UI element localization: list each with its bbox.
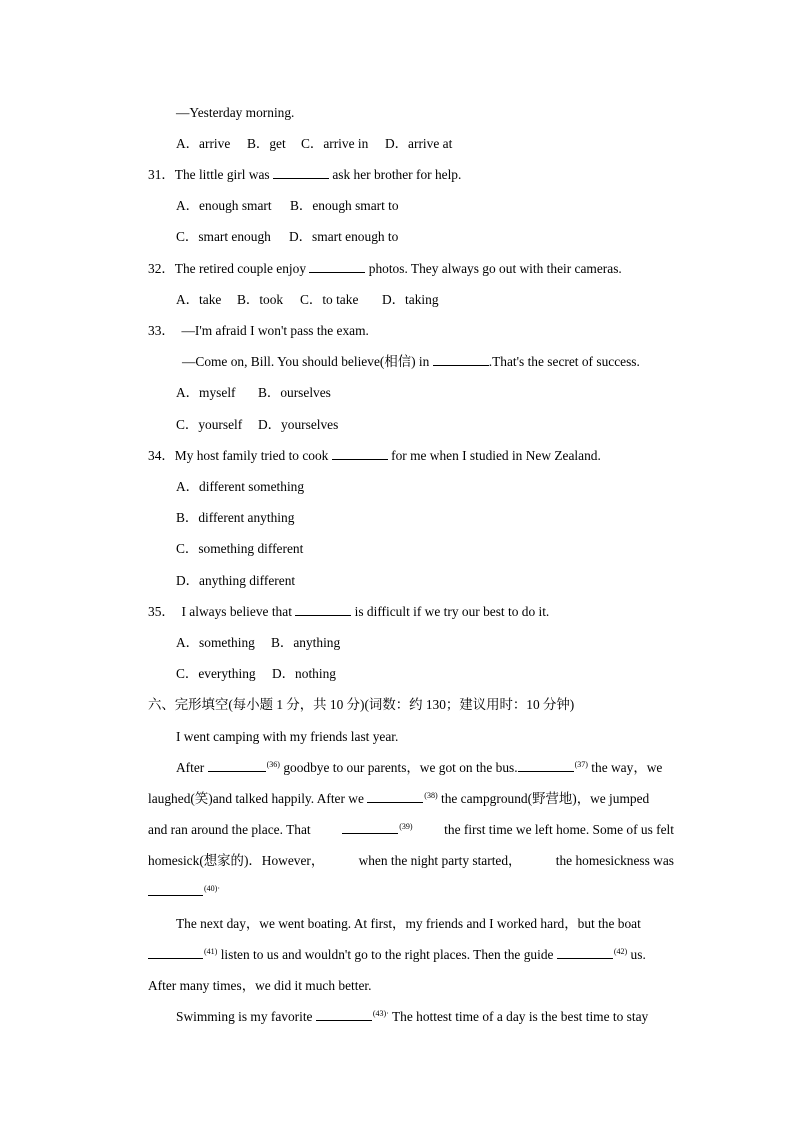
option-c: C．everything bbox=[176, 666, 256, 681]
passage-line bbox=[148, 946, 674, 964]
question-34 bbox=[148, 447, 601, 465]
passage-line bbox=[148, 821, 674, 839]
option-a: A．different something bbox=[176, 479, 305, 494]
passage-text: the campground(野营地)，we jumped bbox=[440, 791, 650, 806]
question-text: —I'm afraid I won't pass the exam. bbox=[181, 323, 369, 338]
option-b: B．anything bbox=[271, 635, 341, 650]
option-d: D．taking bbox=[382, 292, 439, 307]
option-a: A．enough smart bbox=[176, 198, 272, 213]
passage-line bbox=[176, 1008, 674, 1026]
passage-text: The hottest time of a day is the best time to stay bbox=[391, 1009, 649, 1024]
blank bbox=[433, 353, 489, 366]
question-text: photos. They always go out with their cameras. bbox=[368, 261, 622, 276]
option-c: C．yourself bbox=[176, 417, 243, 432]
passage-line: I went camping with my friends last year. bbox=[176, 729, 399, 744]
option-b: B．took bbox=[237, 292, 284, 307]
option-d: D．smart enough to bbox=[289, 229, 399, 244]
option-d: D．nothing bbox=[272, 666, 336, 681]
question-number: 33． bbox=[148, 323, 175, 338]
passage-text: when the night party started， bbox=[358, 853, 522, 868]
passage-text: listen to us and wouldn't go to the right places. Then the guide bbox=[220, 947, 554, 962]
blank-40 bbox=[148, 883, 203, 896]
blank-39 bbox=[342, 821, 398, 834]
blank-number: (41) bbox=[204, 947, 218, 956]
blank-36 bbox=[208, 759, 266, 772]
blank-37 bbox=[518, 759, 574, 772]
passage-text: and ran around the place. That bbox=[148, 822, 311, 837]
passage-text: goodbye to our parents，we got on the bus. bbox=[283, 760, 518, 775]
passage-text: the first time we left home. Some of us felt bbox=[444, 822, 674, 837]
blank bbox=[273, 166, 329, 179]
question-number: 32． bbox=[148, 261, 175, 276]
blank-38 bbox=[367, 790, 423, 803]
passage-line bbox=[148, 852, 674, 870]
option-b: B．enough smart to bbox=[290, 198, 399, 213]
option-c: C．arrive in bbox=[301, 136, 369, 151]
blank-43 bbox=[316, 1008, 372, 1021]
question-31 bbox=[148, 166, 461, 184]
option-c: C．something different bbox=[176, 541, 304, 556]
option-d: D．yourselves bbox=[258, 417, 339, 432]
passage-line: After many times，we did it much better. bbox=[148, 978, 372, 993]
passage-text: laughed(笑)and talked happily. After we bbox=[148, 791, 364, 806]
blank bbox=[309, 260, 365, 273]
blank bbox=[295, 603, 351, 616]
answer-line: —Yesterday morning. bbox=[176, 105, 295, 120]
passage-line bbox=[148, 790, 674, 808]
question-33 bbox=[148, 322, 369, 340]
question-text: The little girl was bbox=[174, 167, 270, 182]
question-number: 35． bbox=[148, 604, 175, 619]
option-c: C．to take bbox=[300, 292, 359, 307]
option-b: B．get bbox=[247, 136, 286, 151]
question-text: My host family tried to cook bbox=[174, 448, 329, 463]
blank bbox=[332, 447, 388, 460]
question-text: The retired couple enjoy bbox=[174, 261, 307, 276]
passage-line bbox=[176, 759, 674, 777]
question-35 bbox=[148, 603, 549, 621]
blank-number: (39) bbox=[399, 822, 413, 831]
option-b: B．ourselves bbox=[258, 385, 331, 400]
blank-number: (40)· bbox=[204, 884, 220, 893]
question-33-response bbox=[182, 353, 640, 371]
option-a: A．arrive bbox=[176, 136, 231, 151]
blank-number: (43)· bbox=[372, 1009, 389, 1018]
question-number: 31． bbox=[148, 167, 175, 182]
passage-text: us. bbox=[630, 947, 646, 962]
option-c: C．smart enough bbox=[176, 229, 271, 244]
question-32 bbox=[148, 260, 622, 278]
question-text: —Come on, Bill. You should believe(相信) in bbox=[182, 354, 430, 369]
section-heading: 六、完形填空(每小题 1 分，共 10 分)(词数：约 130；建议用时：10 分钟) bbox=[148, 697, 575, 712]
question-text: for me when I studied in New Zealand. bbox=[391, 448, 601, 463]
passage-line bbox=[148, 883, 220, 901]
question-text: .That's the secret of success. bbox=[488, 354, 640, 369]
option-a: A．something bbox=[176, 635, 255, 650]
question-text: is difficult if we try our best to do it. bbox=[354, 604, 550, 619]
option-a: A．take bbox=[176, 292, 222, 307]
option-b: B．different anything bbox=[176, 510, 295, 525]
option-d: D．anything different bbox=[176, 573, 296, 588]
blank-41 bbox=[148, 946, 203, 959]
option-d: D．arrive at bbox=[385, 136, 453, 151]
blank-42 bbox=[557, 946, 613, 959]
question-text: I always believe that bbox=[181, 604, 292, 619]
passage-text: Swimming is my favorite bbox=[176, 1009, 313, 1024]
blank-number: (38) bbox=[424, 791, 438, 800]
blank-number: (36) bbox=[266, 760, 280, 769]
passage-line bbox=[176, 915, 674, 933]
passage-text: homesick(想家的)．However， bbox=[148, 853, 325, 868]
passage-text: The next day，we went boating. At first，my friends and I worked hard，but the boat bbox=[176, 916, 641, 931]
question-text: ask her brother for help. bbox=[332, 167, 462, 182]
passage-text: the homesickness was bbox=[555, 853, 674, 868]
blank-number: (37) bbox=[574, 760, 588, 769]
passage-text: After bbox=[176, 760, 205, 775]
option-a: A．myself bbox=[176, 385, 236, 400]
passage-text: the way，we bbox=[591, 760, 663, 775]
blank-number: (42) bbox=[613, 947, 628, 956]
question-number: 34． bbox=[148, 448, 175, 463]
